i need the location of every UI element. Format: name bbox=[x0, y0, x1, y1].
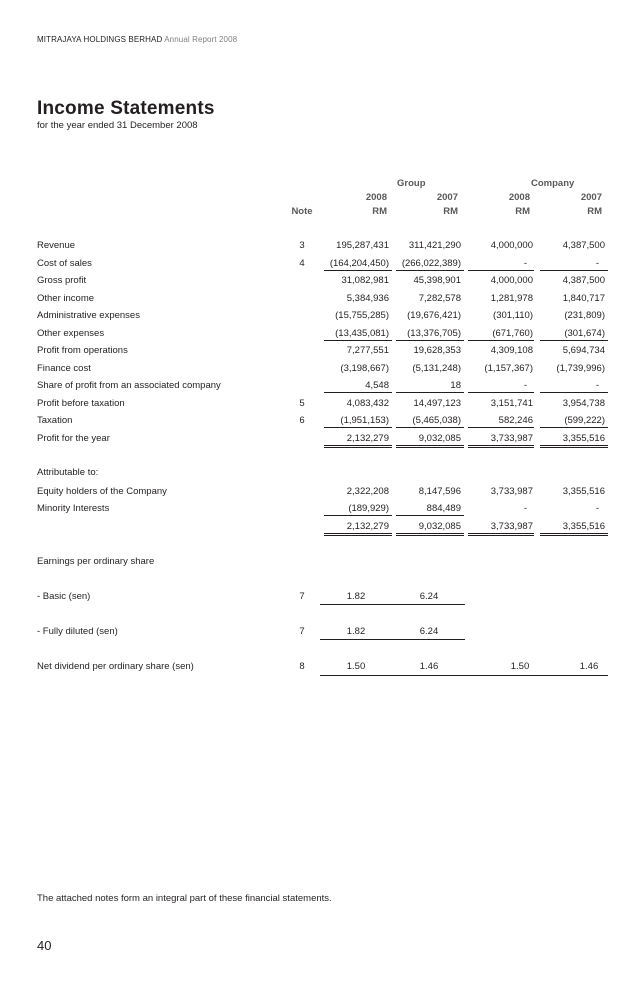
row-label: Profit from operations bbox=[37, 345, 128, 356]
row-value: 582,246 bbox=[498, 415, 533, 426]
table-rule bbox=[324, 340, 392, 341]
attributable-value: 884,489 bbox=[426, 503, 461, 514]
table-rule bbox=[540, 535, 608, 536]
table-rule bbox=[396, 515, 464, 516]
dividend-company-2007: 1.46 bbox=[579, 661, 599, 672]
row-note: 4 bbox=[299, 258, 305, 269]
row-value: - bbox=[523, 258, 527, 269]
table-rule bbox=[468, 340, 534, 341]
row-value: 1,840,717 bbox=[562, 293, 605, 304]
report-header bbox=[37, 35, 237, 44]
row-label: Other income bbox=[37, 293, 95, 304]
page-title: Income Statements bbox=[37, 98, 215, 119]
table-rule bbox=[468, 427, 534, 428]
row-value: (13,435,081) bbox=[335, 328, 389, 339]
table-rule bbox=[396, 270, 464, 271]
dividend-note: 8 bbox=[299, 661, 305, 672]
table-rule bbox=[540, 447, 608, 448]
col-unit: RM bbox=[372, 206, 387, 217]
row-value: 3,355,516 bbox=[562, 433, 605, 444]
row-value: (13,376,705) bbox=[407, 328, 461, 339]
row-value: 4,083,432 bbox=[346, 398, 389, 409]
eps-diluted-group-2007: 6.24 bbox=[419, 626, 439, 637]
page-subtitle: for the year ended 31 December 2008 bbox=[37, 120, 198, 131]
row-value: 1,281,978 bbox=[490, 293, 533, 304]
row-value: (599,222) bbox=[564, 415, 605, 426]
row-value: (301,110) bbox=[493, 310, 533, 321]
dividend-group-2008: 1.50 bbox=[346, 661, 366, 672]
table-rule bbox=[324, 447, 392, 448]
row-value: (231,809) bbox=[564, 310, 605, 321]
attributable-value: 3,355,516 bbox=[562, 486, 605, 497]
attributable-label: Equity holders of the Company bbox=[37, 486, 167, 497]
row-value: 19,628,353 bbox=[413, 345, 461, 356]
table-rule bbox=[540, 340, 608, 341]
table-rule bbox=[324, 270, 392, 271]
row-label: Administrative expenses bbox=[37, 310, 140, 321]
row-value: 3,151,741 bbox=[490, 398, 533, 409]
dividend-underline bbox=[320, 675, 608, 676]
table-rule bbox=[396, 427, 464, 428]
row-value: 5,694,734 bbox=[562, 345, 605, 356]
row-value: (1,739,996) bbox=[556, 363, 605, 374]
table-rule bbox=[540, 270, 608, 271]
eps-basic-group-2008: 1.82 bbox=[346, 591, 366, 602]
eps-basic-underline bbox=[320, 604, 465, 605]
col-unit: RM bbox=[515, 206, 530, 217]
col-year-group-2007: 2007 bbox=[436, 192, 458, 203]
row-value: 2,132,279 bbox=[346, 433, 389, 444]
row-value: - bbox=[595, 380, 599, 391]
table-rule bbox=[396, 445, 464, 446]
row-value: 31,082,981 bbox=[341, 275, 389, 286]
table-rule bbox=[540, 427, 608, 428]
group-heading: Group bbox=[397, 178, 426, 189]
attributable-total: 2,132,279 bbox=[346, 521, 389, 532]
attributable-value: 8,147,596 bbox=[418, 486, 461, 497]
row-label: Revenue bbox=[37, 240, 76, 251]
table-rule bbox=[324, 533, 392, 534]
company-heading: Company bbox=[531, 178, 575, 189]
row-label: Other expenses bbox=[37, 328, 105, 339]
report-name: Annual Report 2008 bbox=[164, 35, 238, 44]
row-label: Cost of sales bbox=[37, 258, 92, 269]
table-rule bbox=[324, 427, 392, 428]
table-rule bbox=[324, 445, 392, 446]
row-label: Gross profit bbox=[37, 275, 87, 286]
footer-note: The attached notes form an integral part of these financial statements. bbox=[37, 893, 332, 904]
attributable-value: - bbox=[523, 503, 527, 514]
row-value: (5,131,248) bbox=[412, 363, 461, 374]
row-value: (1,157,367) bbox=[484, 363, 533, 374]
table-rule bbox=[396, 392, 464, 393]
row-value: 14,497,123 bbox=[413, 398, 461, 409]
row-value: 4,548 bbox=[365, 380, 389, 391]
eps-heading: Earnings per ordinary share bbox=[37, 556, 155, 567]
row-value: (19,676,421) bbox=[407, 310, 461, 321]
table-rule bbox=[540, 533, 608, 534]
attributable-heading: Attributable to: bbox=[37, 467, 99, 478]
row-value: 7,282,578 bbox=[418, 293, 461, 304]
dividend-company-2008: 1.50 bbox=[510, 661, 530, 672]
company-name: MITRAJAYA HOLDINGS BERHAD bbox=[37, 35, 163, 44]
row-value: 4,000,000 bbox=[490, 275, 533, 286]
eps-diluted-label: - Fully diluted (sen) bbox=[37, 626, 118, 637]
row-note: 3 bbox=[299, 240, 305, 251]
row-value: (1,951,153) bbox=[340, 415, 389, 426]
col-unit: RM bbox=[443, 206, 458, 217]
attributable-total: 3,733,987 bbox=[490, 521, 533, 532]
row-value: (5,465,038) bbox=[412, 415, 461, 426]
row-label: Profit before taxation bbox=[37, 398, 125, 409]
table-rule bbox=[324, 392, 392, 393]
attributable-value: 2,322,208 bbox=[346, 486, 389, 497]
row-value: (3,198,667) bbox=[340, 363, 389, 374]
col-year-group-2008: 2008 bbox=[365, 192, 387, 203]
table-rule bbox=[324, 515, 392, 516]
row-value: (164,204,450) bbox=[329, 258, 389, 269]
table-rule bbox=[468, 533, 534, 534]
row-value: 4,309,108 bbox=[490, 345, 533, 356]
table-rule bbox=[468, 392, 534, 393]
row-value: 3,954,738 bbox=[562, 398, 605, 409]
col-unit: RM bbox=[587, 206, 602, 217]
row-label: Taxation bbox=[37, 415, 73, 426]
page-number: 40 bbox=[37, 938, 52, 953]
attributable-value: (189,929) bbox=[348, 503, 389, 514]
row-note: 6 bbox=[299, 415, 305, 426]
row-value: 3,733,987 bbox=[490, 433, 533, 444]
attributable-total: 3,355,516 bbox=[562, 521, 605, 532]
eps-diluted-group-2008: 1.82 bbox=[346, 626, 366, 637]
eps-diluted-note: 7 bbox=[299, 626, 305, 637]
row-value: 4,387,500 bbox=[562, 275, 605, 286]
table-rule bbox=[468, 445, 534, 446]
attributable-value: 3,733,987 bbox=[490, 486, 533, 497]
row-value: 7,277,551 bbox=[346, 345, 389, 356]
table-rule bbox=[324, 535, 392, 536]
attributable-value: - bbox=[595, 503, 599, 514]
table-rule bbox=[468, 535, 534, 536]
row-value: (671,760) bbox=[492, 328, 533, 339]
row-value: - bbox=[523, 380, 527, 391]
table-rule bbox=[396, 535, 464, 536]
row-label: Profit for the year bbox=[37, 433, 110, 444]
eps-basic-group-2007: 6.24 bbox=[419, 591, 439, 602]
row-value: 45,398,901 bbox=[413, 275, 461, 286]
dividend-group-2007: 1.46 bbox=[419, 661, 439, 672]
row-note: 5 bbox=[299, 398, 305, 409]
attributable-total: 9,032,085 bbox=[418, 521, 461, 532]
table-rule bbox=[396, 533, 464, 534]
eps-basic-label: - Basic (sen) bbox=[37, 591, 91, 602]
table-rule bbox=[396, 340, 464, 341]
row-value: 18 bbox=[450, 380, 461, 391]
row-value: 4,000,000 bbox=[490, 240, 533, 251]
row-value: 5,384,936 bbox=[346, 293, 389, 304]
row-value: (266,022,389) bbox=[401, 258, 461, 269]
row-value: - bbox=[595, 258, 599, 269]
row-value: 195,287,431 bbox=[336, 240, 389, 251]
table-rule bbox=[468, 270, 534, 271]
table-rule bbox=[540, 392, 608, 393]
dividend-label: Net dividend per ordinary share (sen) bbox=[37, 661, 194, 672]
col-year-company-2008: 2008 bbox=[508, 192, 530, 203]
row-value: (15,755,285) bbox=[335, 310, 389, 321]
eps-basic-note: 7 bbox=[299, 591, 305, 602]
row-value: 311,421,290 bbox=[408, 240, 461, 251]
row-label: Share of profit from an associated company bbox=[37, 380, 221, 391]
col-year-company-2007: 2007 bbox=[580, 192, 602, 203]
eps-diluted-underline bbox=[320, 639, 465, 640]
table-rule bbox=[396, 447, 464, 448]
row-value: 4,387,500 bbox=[562, 240, 605, 251]
col-note: Note bbox=[291, 206, 313, 217]
table-rule bbox=[540, 445, 608, 446]
attributable-label: Minority Interests bbox=[37, 503, 110, 514]
table-rule bbox=[468, 447, 534, 448]
row-label: Finance cost bbox=[37, 363, 91, 374]
row-value: (301,674) bbox=[564, 328, 605, 339]
row-value: 9,032,085 bbox=[418, 433, 461, 444]
